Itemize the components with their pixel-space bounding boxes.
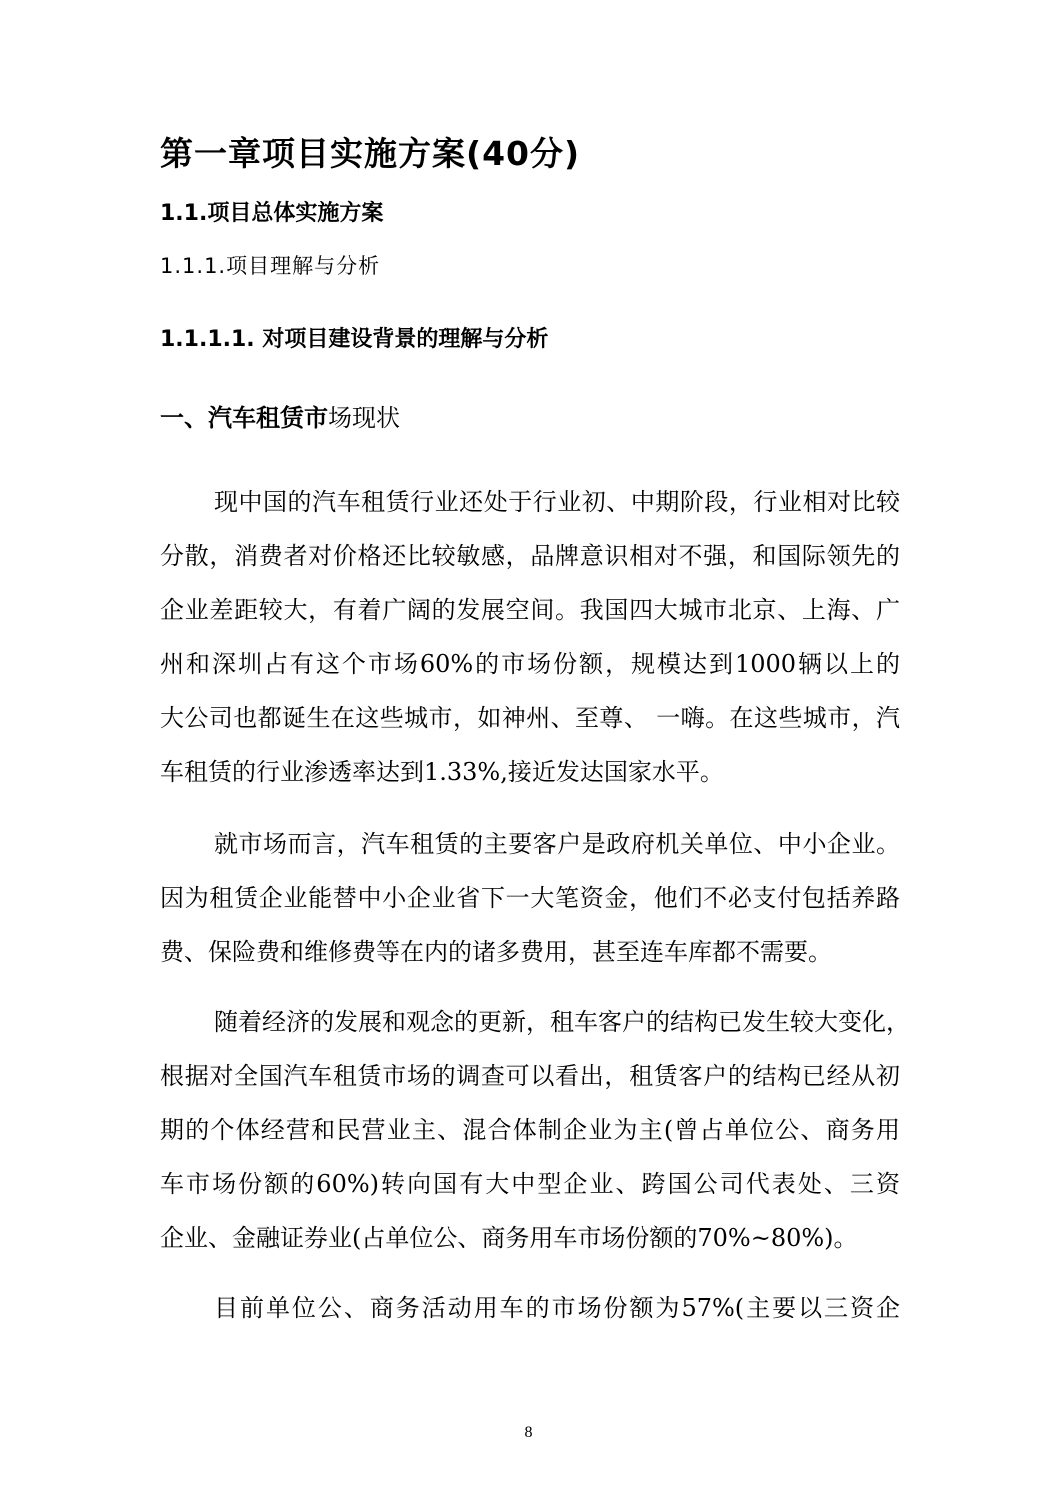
- paragraph-main-customers: [160, 817, 900, 979]
- section-title: 1.1.项目总体实施方案: [160, 201, 384, 226]
- paragraph-line: 期的个体经营和民营业主、混合体制企业为主(曾占单位公、商务用: [160, 1116, 900, 1144]
- market-status-heading: [160, 398, 400, 433]
- subsection-title: 1.1.1.项目理解与分析: [160, 254, 381, 278]
- paragraph-line: 车租赁的行业渗透率达到1.33%,接近发达国家水平。: [160, 758, 724, 786]
- page-number: 8: [524, 1424, 533, 1441]
- paragraph-line: 目前单位公、商务活动用车的市场份额为57%(主要以三资企: [214, 1294, 900, 1322]
- paragraph-line: 大公司也都诞生在这些城市，如神州、至尊、 一嗨。在这些城市，汽: [160, 704, 900, 732]
- subsubsection-title: 1.1.1.1. 对项目建设背景的理解与分析: [160, 327, 549, 352]
- paragraph-market-overview: [160, 475, 900, 799]
- paragraph-line: 因为租赁企业能替中小企业省下一大笔资金，他们不必支付包括养路: [160, 884, 900, 912]
- paragraph-line: 根据对全国汽车租赁市场的调查可以看出，租赁客户的结构已经从初: [160, 1062, 900, 1090]
- paragraph-line: 州和深圳占有这个市场60%的市场份额，规模达到1000辆以上的: [160, 650, 900, 678]
- paragraph-line: 车市场份额的60%)转向国有大中型企业、跨国公司代表处、三资: [160, 1170, 900, 1198]
- paragraph-line: 随着经济的发展和观念的更新，租车客户的结构已发生较大变化，: [214, 1008, 910, 1036]
- paragraph-line: 分散，消费者对价格还比较敏感，品牌意识相对不强，和国际领先的: [160, 542, 900, 570]
- paragraph-line: 现中国的汽车租赁行业还处于行业初、中期阶段，行业相对比较: [214, 488, 900, 516]
- heading-normal-part: 场现状: [328, 404, 400, 432]
- paragraph-current-share: [160, 1281, 900, 1335]
- paragraph-line: 费、保险费和维修费等在内的诸多费用，甚至连车库都不需要。: [160, 938, 832, 966]
- paragraph-line: 企业差距较大，有着广阔的发展空间。我国四大城市北京、上海、广: [160, 596, 900, 624]
- paragraph-line: 企业、金融证券业(占单位公、商务用车市场份额的70%~80%)。: [160, 1224, 858, 1252]
- paragraph-line: 就市场而言，汽车租赁的主要客户是政府机关单位、中小企业。: [214, 830, 900, 858]
- paragraph-customer-structure: [160, 995, 910, 1265]
- chapter-title: 第一章项目实施方案(40分): [160, 134, 581, 173]
- heading-bold-part: 一、汽车租赁市: [160, 404, 328, 432]
